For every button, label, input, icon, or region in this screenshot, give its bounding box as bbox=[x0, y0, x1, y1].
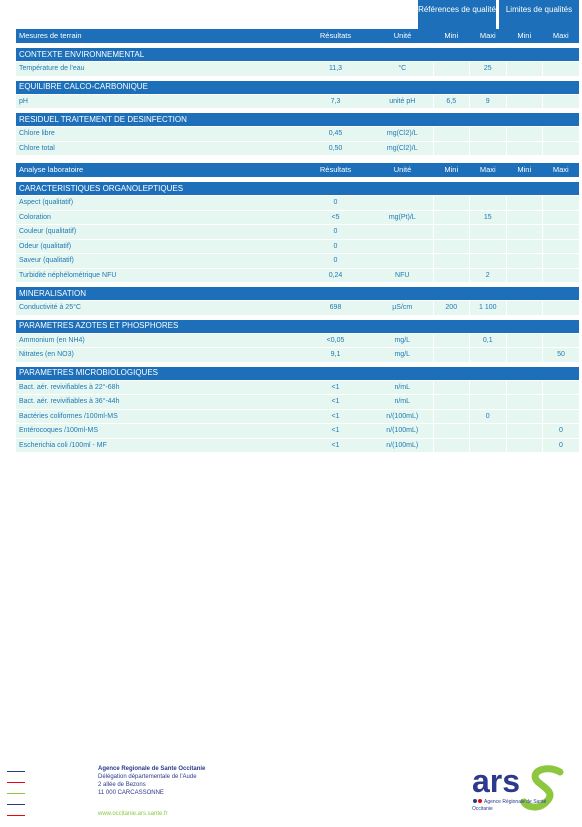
parameter-label: Ammonium (en NH4) bbox=[16, 333, 299, 348]
references-qualite-header: Références de qualité bbox=[418, 0, 496, 29]
section-title: CONTEXTE ENVIRONNEMENTAL bbox=[16, 48, 579, 62]
limit-max bbox=[543, 127, 580, 142]
limit-max bbox=[543, 409, 580, 424]
result-value: 0 bbox=[299, 225, 372, 240]
limit-min bbox=[506, 424, 543, 439]
section-title: PARAMETRES AZOTES ET PHOSPHORES bbox=[16, 319, 579, 333]
table-row bbox=[16, 254, 579, 269]
footer-line bbox=[7, 771, 25, 772]
reference-max bbox=[470, 239, 507, 254]
parameter-label: Entérocoques /100ml-MS bbox=[16, 424, 299, 439]
limit-min bbox=[506, 225, 543, 240]
parameter-label: Bactéries coliformes /100ml-MS bbox=[16, 409, 299, 424]
limit-max bbox=[543, 141, 580, 155]
limit-min bbox=[506, 127, 543, 142]
reference-min bbox=[433, 333, 470, 348]
reference-min bbox=[433, 254, 470, 269]
section-title: EQUILIBRE CALCO-CARBONIQUE bbox=[16, 80, 579, 94]
limit-max: 0 bbox=[543, 438, 580, 452]
parameter-label: Odeur (qualitatif) bbox=[16, 239, 299, 254]
result-value: 0,50 bbox=[299, 141, 372, 155]
unit-value bbox=[372, 239, 433, 254]
table-row bbox=[16, 62, 579, 76]
reference-min bbox=[433, 239, 470, 254]
reference-max: 2 bbox=[470, 268, 507, 282]
reference-min bbox=[433, 348, 470, 362]
limit-max bbox=[543, 380, 580, 395]
unit-value: n/mL bbox=[372, 380, 433, 395]
limit-min bbox=[506, 380, 543, 395]
column-header: Maxi bbox=[470, 29, 507, 43]
table-row bbox=[16, 225, 579, 240]
result-value: 9,1 bbox=[299, 348, 372, 362]
limit-max bbox=[543, 333, 580, 348]
footer-line bbox=[7, 804, 25, 805]
unit-value: mg(Cl2)/L bbox=[372, 141, 433, 155]
table-row bbox=[16, 239, 579, 254]
parameter-label: Nitrates (en NO3) bbox=[16, 348, 299, 362]
reference-max bbox=[470, 254, 507, 269]
limit-min bbox=[506, 62, 543, 76]
limit-min bbox=[506, 141, 543, 155]
table-row bbox=[16, 301, 579, 315]
reference-max bbox=[470, 127, 507, 142]
delegation-name: Délégation départementale de l'Aude bbox=[98, 774, 197, 780]
reference-max: 25 bbox=[470, 62, 507, 76]
reference-min bbox=[433, 409, 470, 424]
limites-qualite-header: Limites de qualités bbox=[499, 0, 579, 29]
table-row bbox=[16, 333, 579, 348]
parameter-label: Coloration bbox=[16, 210, 299, 225]
result-value: <1 bbox=[299, 395, 372, 410]
result-value: 0 bbox=[299, 254, 372, 269]
parameter-label: pH bbox=[16, 94, 299, 108]
limit-max bbox=[543, 225, 580, 240]
unit-value bbox=[372, 225, 433, 240]
unit-value: n/(100mL) bbox=[372, 409, 433, 424]
unit-value: µS/cm bbox=[372, 301, 433, 315]
reference-max bbox=[470, 225, 507, 240]
column-header: Unité bbox=[372, 29, 433, 43]
result-value: 7,3 bbox=[299, 94, 372, 108]
result-value: <1 bbox=[299, 409, 372, 424]
footer-color-lines bbox=[7, 771, 25, 826]
limit-max bbox=[543, 210, 580, 225]
unit-value: mg/L bbox=[372, 348, 433, 362]
table-row bbox=[16, 141, 579, 155]
parameter-label: Chlore libre bbox=[16, 127, 299, 142]
reference-max bbox=[470, 395, 507, 410]
limit-max: 50 bbox=[543, 348, 580, 362]
parameter-label: Escherichia coli /100ml - MF bbox=[16, 438, 299, 452]
result-value: 11,3 bbox=[299, 62, 372, 76]
section-header-row bbox=[16, 182, 579, 196]
column-header: Maxi bbox=[543, 163, 580, 177]
website-link[interactable]: www.occitanie.ars.sante.fr bbox=[98, 811, 168, 817]
logo-tagline-1: Agence Régionale de Santé bbox=[484, 799, 547, 805]
column-header: Maxi bbox=[470, 163, 507, 177]
column-header: Résultats bbox=[299, 163, 372, 177]
unit-value: mg(Pt)/L bbox=[372, 210, 433, 225]
reference-max: 1 100 bbox=[470, 301, 507, 315]
limit-max bbox=[543, 62, 580, 76]
parameter-label: Saveur (qualitatif) bbox=[16, 254, 299, 269]
reference-min bbox=[433, 210, 470, 225]
parameter-label: Bact. aér. revivifiables à 36°-44h bbox=[16, 395, 299, 410]
result-value: 0,45 bbox=[299, 127, 372, 142]
section-title: PARAMETRES MICROBIOLOGIQUES bbox=[16, 366, 579, 380]
limit-max bbox=[543, 239, 580, 254]
table-row bbox=[16, 210, 579, 225]
limit-min bbox=[506, 254, 543, 269]
limit-min bbox=[506, 348, 543, 362]
result-value: 698 bbox=[299, 301, 372, 315]
parameter-label: Conductivité à 25°C bbox=[16, 301, 299, 315]
table-row bbox=[16, 438, 579, 452]
unit-value: mg/L bbox=[372, 333, 433, 348]
result-value: <0,05 bbox=[299, 333, 372, 348]
unit-value: n/(100mL) bbox=[372, 438, 433, 452]
logo-dot-red bbox=[478, 799, 482, 803]
laboratory-analysis-table bbox=[16, 163, 579, 452]
table-row bbox=[16, 380, 579, 395]
limit-max: 0 bbox=[543, 424, 580, 439]
field-measures-table bbox=[16, 29, 579, 155]
unit-value: n/(100mL) bbox=[372, 424, 433, 439]
limit-min bbox=[506, 438, 543, 452]
section-header-row bbox=[16, 113, 579, 127]
result-value: <1 bbox=[299, 380, 372, 395]
reference-min bbox=[433, 62, 470, 76]
reference-max: 0,1 bbox=[470, 333, 507, 348]
footer-line bbox=[7, 793, 25, 794]
reference-min bbox=[433, 380, 470, 395]
footer-address bbox=[98, 765, 205, 797]
limit-max bbox=[543, 395, 580, 410]
unit-value: mg(Cl2)/L bbox=[372, 127, 433, 142]
reference-min: 6,5 bbox=[433, 94, 470, 108]
reference-min bbox=[433, 268, 470, 282]
section-header-row bbox=[16, 48, 579, 62]
limit-max bbox=[543, 254, 580, 269]
column-header: Mesures de terrain bbox=[16, 29, 299, 43]
column-header: Analyse laboratoire bbox=[16, 163, 299, 177]
reference-min bbox=[433, 141, 470, 155]
unit-value: °C bbox=[372, 62, 433, 76]
parameter-label: Turbidité néphélométrique NFU bbox=[16, 268, 299, 282]
column-header: Mini bbox=[506, 163, 543, 177]
table-header-row bbox=[16, 163, 579, 177]
limit-max bbox=[543, 196, 580, 211]
section-header-row bbox=[16, 80, 579, 94]
limit-min bbox=[506, 239, 543, 254]
table-row bbox=[16, 424, 579, 439]
section-title: CARACTERISTIQUES ORGANOLEPTIQUES bbox=[16, 182, 579, 196]
table-row bbox=[16, 268, 579, 282]
limit-min bbox=[506, 268, 543, 282]
reference-min: 200 bbox=[433, 301, 470, 315]
logo-tagline-2: Occitanie bbox=[472, 806, 493, 812]
reference-max bbox=[470, 438, 507, 452]
column-header: Maxi bbox=[543, 29, 580, 43]
reference-max bbox=[470, 141, 507, 155]
table-row bbox=[16, 196, 579, 211]
reference-min bbox=[433, 225, 470, 240]
parameter-label: Chlore total bbox=[16, 141, 299, 155]
reference-max: 0 bbox=[470, 409, 507, 424]
limit-min bbox=[506, 210, 543, 225]
footer-line bbox=[7, 815, 25, 816]
limit-min bbox=[506, 395, 543, 410]
table-row bbox=[16, 395, 579, 410]
reference-min bbox=[433, 395, 470, 410]
column-header: Mini bbox=[433, 29, 470, 43]
unit-value: unité pH bbox=[372, 94, 433, 108]
limit-min bbox=[506, 196, 543, 211]
table-row bbox=[16, 348, 579, 362]
reference-min bbox=[433, 127, 470, 142]
limit-min bbox=[506, 301, 543, 315]
logo-dot-blue bbox=[473, 799, 477, 803]
ars-logo bbox=[472, 764, 568, 820]
address-line-1: 2 allée de Bezons bbox=[98, 782, 146, 788]
agency-name: Agence Regionale de Sante Occitanie bbox=[98, 766, 206, 772]
column-header: Mini bbox=[506, 29, 543, 43]
unit-value: n/mL bbox=[372, 395, 433, 410]
ars-wordmark-ar: ars bbox=[472, 764, 521, 799]
reference-min bbox=[433, 438, 470, 452]
table-row bbox=[16, 127, 579, 142]
result-value: 0,24 bbox=[299, 268, 372, 282]
limit-min bbox=[506, 409, 543, 424]
parameter-label: Aspect (qualitatif) bbox=[16, 196, 299, 211]
reference-max: 15 bbox=[470, 210, 507, 225]
footer-line bbox=[7, 782, 25, 783]
reference-max: 9 bbox=[470, 94, 507, 108]
section-header-row bbox=[16, 366, 579, 380]
section-title: RESIDUEL TRAITEMENT DE DESINFECTION bbox=[16, 113, 579, 127]
reference-max bbox=[470, 348, 507, 362]
result-value: <1 bbox=[299, 424, 372, 439]
parameter-label: Bact. aér. revivifiables à 22°-68h bbox=[16, 380, 299, 395]
reference-max bbox=[470, 196, 507, 211]
column-header: Unité bbox=[372, 163, 433, 177]
result-value: <1 bbox=[299, 438, 372, 452]
column-header: Mini bbox=[433, 163, 470, 177]
unit-value: NFU bbox=[372, 268, 433, 282]
limit-max bbox=[543, 301, 580, 315]
section-header-row bbox=[16, 319, 579, 333]
reference-min bbox=[433, 196, 470, 211]
unit-value bbox=[372, 254, 433, 269]
parameter-label: Couleur (qualitatif) bbox=[16, 225, 299, 240]
table-row bbox=[16, 94, 579, 108]
parameter-label: Température de l'eau bbox=[16, 62, 299, 76]
reference-max bbox=[470, 380, 507, 395]
unit-value bbox=[372, 196, 433, 211]
reference-min bbox=[433, 424, 470, 439]
section-title: MINERALISATION bbox=[16, 287, 579, 301]
section-header-row bbox=[16, 287, 579, 301]
address-line-2: 11 000 CARCASSONNE bbox=[98, 790, 164, 796]
table-row bbox=[16, 409, 579, 424]
result-value: 0 bbox=[299, 196, 372, 211]
column-header: Résultats bbox=[299, 29, 372, 43]
limit-min bbox=[506, 333, 543, 348]
limit-max bbox=[543, 268, 580, 282]
result-value: <5 bbox=[299, 210, 372, 225]
table-header-row bbox=[16, 29, 579, 43]
result-value: 0 bbox=[299, 239, 372, 254]
limit-max bbox=[543, 94, 580, 108]
reference-max bbox=[470, 424, 507, 439]
limit-min bbox=[506, 94, 543, 108]
